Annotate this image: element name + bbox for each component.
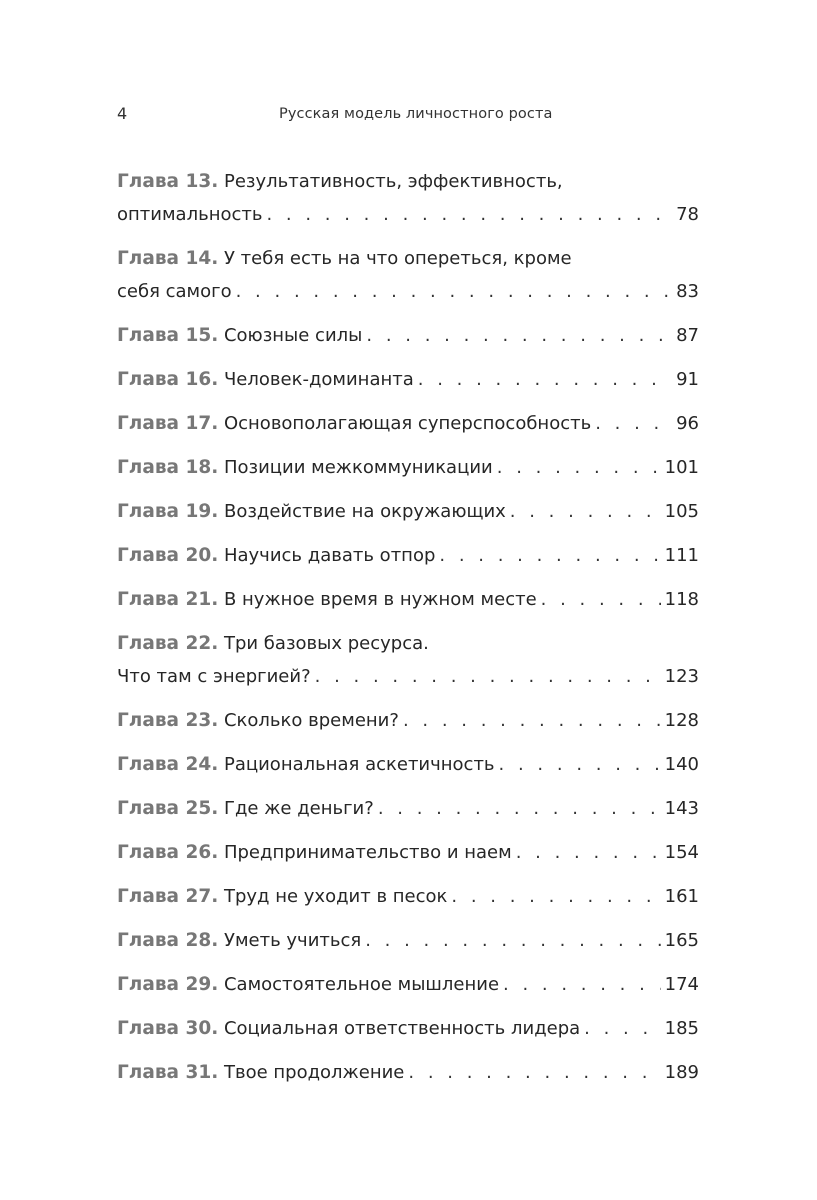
chapter-label: Глава 25.	[117, 798, 219, 819]
chapter-title	[117, 198, 262, 231]
running-title: Русская модель личностного роста	[279, 106, 553, 122]
toc-entry-row	[117, 880, 699, 913]
toc-entry[interactable]	[117, 242, 699, 308]
chapter-title	[117, 407, 591, 440]
chapter-label: Глава 27.	[117, 886, 219, 907]
toc-entry[interactable]	[117, 319, 699, 352]
chapter-label: Глава 15.	[117, 325, 219, 346]
dot-leader	[584, 1012, 660, 1045]
page-ref: 123	[664, 666, 699, 687]
chapter-title	[117, 363, 414, 396]
chapter-title-part: У тебя есть на что опереться, кроме	[223, 248, 572, 269]
dot-leader	[266, 198, 672, 231]
toc-entry-row	[117, 451, 699, 484]
chapter-label: Глава 21.	[117, 589, 219, 610]
entry-spacer	[117, 825, 699, 836]
chapter-label: Глава 17.	[117, 413, 219, 434]
dot-leader	[439, 539, 660, 572]
chapter-label: Глава 18.	[117, 457, 219, 478]
dot-leader	[315, 660, 661, 693]
toc-entry[interactable]	[117, 627, 699, 693]
entry-spacer	[117, 913, 699, 924]
chapter-title	[117, 792, 374, 825]
chapter-label: Глава 16.	[117, 369, 219, 390]
chapter-title-text: Основополагающая суперспособность	[223, 413, 592, 434]
chapter-title-text: Твое продолжение	[223, 1062, 405, 1083]
toc-entry[interactable]	[117, 924, 699, 957]
chapter-label: Глава 20.	[117, 545, 219, 566]
chapter-title-text: Человек-доминанта	[223, 369, 414, 390]
dot-leader	[378, 792, 661, 825]
toc-entry[interactable]	[117, 704, 699, 737]
chapter-title-text: Самостоятельное мышление	[223, 974, 500, 995]
toc-entry[interactable]	[117, 836, 699, 869]
page-number: 4	[117, 104, 128, 123]
toc-entry-row	[117, 836, 699, 869]
entry-spacer	[117, 440, 699, 451]
dot-leader	[418, 363, 672, 396]
page-ref: 105	[664, 501, 699, 522]
toc-entry-row	[117, 748, 699, 781]
entry-spacer	[117, 616, 699, 627]
toc-entry[interactable]	[117, 495, 699, 528]
entry-spacer	[117, 572, 699, 583]
chapter-title-part: Результативность, эффективность,	[223, 171, 563, 192]
page-ref: 143	[664, 798, 699, 819]
entry-spacer	[117, 737, 699, 748]
chapter-title	[117, 660, 311, 693]
chapter-title	[117, 748, 495, 781]
entry-spacer	[117, 1001, 699, 1012]
entry-spacer	[117, 528, 699, 539]
chapter-title-text: Позиции межкоммуникации	[223, 457, 493, 478]
page-ref: 91	[676, 369, 699, 390]
chapter-title-text: Предпринимательство и наем	[223, 842, 512, 863]
page-ref: 111	[664, 545, 699, 566]
page-ref: 87	[676, 325, 699, 346]
dot-leader	[516, 836, 661, 869]
page-ref: 78	[676, 204, 699, 225]
chapter-label: Глава 19.	[117, 501, 219, 522]
chapter-title-text: В нужное время в нужном месте	[223, 589, 537, 610]
entry-spacer	[117, 308, 699, 319]
page-ref: 118	[664, 589, 699, 610]
toc-entry-row	[117, 407, 699, 440]
chapter-label: Глава 23.	[117, 710, 219, 731]
entry-spacer	[117, 484, 699, 495]
toc-entry[interactable]	[117, 792, 699, 825]
toc-entry-row	[117, 539, 699, 572]
chapter-title	[117, 968, 499, 1001]
page-ref: 185	[664, 1018, 699, 1039]
page-ref: 101	[664, 457, 699, 478]
dot-leader	[408, 1056, 660, 1089]
page-ref: 174	[664, 974, 699, 995]
toc-entry-row	[117, 319, 699, 352]
chapter-title-text: Что там с энергией?	[117, 666, 311, 687]
toc-entry-row	[117, 275, 699, 308]
chapter-title	[117, 583, 537, 616]
toc-entry[interactable]	[117, 1056, 699, 1089]
toc-entry-first-line	[117, 165, 699, 198]
dot-leader	[541, 583, 661, 616]
toc-entry-first-line	[117, 627, 699, 660]
entry-spacer	[117, 957, 699, 968]
chapter-label: Глава 22.	[117, 633, 219, 654]
toc-entry[interactable]	[117, 748, 699, 781]
dot-leader	[365, 924, 660, 957]
chapter-title-text: Сколько времени?	[223, 710, 399, 731]
chapter-title	[117, 275, 232, 308]
dot-leader	[503, 968, 661, 1001]
chapter-title	[117, 836, 512, 869]
entry-spacer	[117, 869, 699, 880]
toc-entry[interactable]	[117, 451, 699, 484]
page-header	[117, 104, 697, 130]
dot-leader	[403, 704, 661, 737]
chapter-title	[117, 495, 506, 528]
page-ref: 128	[664, 710, 699, 731]
dot-leader	[366, 319, 672, 352]
chapter-title-text: себя самого	[117, 281, 232, 302]
toc-entry-row	[117, 198, 699, 231]
toc-entry-first-line	[117, 242, 699, 275]
toc-entry[interactable]	[117, 539, 699, 572]
chapter-title-part: Три базовых ресурса.	[223, 633, 429, 654]
chapter-title-text: Научись давать отпор	[223, 545, 436, 566]
table-of-contents	[117, 165, 699, 1089]
toc-entry-row	[117, 792, 699, 825]
toc-entry[interactable]	[117, 968, 699, 1001]
dot-leader	[236, 275, 672, 308]
chapter-title	[117, 880, 447, 913]
toc-entry-row	[117, 495, 699, 528]
page-ref: 83	[676, 281, 699, 302]
chapter-title-text: Союзные силы	[223, 325, 363, 346]
chapter-title-text: Рациональная аскетичность	[223, 754, 495, 775]
chapter-label: Глава 28.	[117, 930, 219, 951]
chapter-title-text: Труд не уходит в песок	[223, 886, 448, 907]
dot-leader	[451, 880, 660, 913]
chapter-title	[117, 1056, 404, 1089]
chapter-title	[117, 924, 361, 957]
chapter-label: Глава 26.	[117, 842, 219, 863]
chapter-title	[117, 319, 362, 352]
toc-entry-row	[117, 1012, 699, 1045]
chapter-label: Глава 31.	[117, 1062, 219, 1083]
toc-entry[interactable]	[117, 165, 699, 231]
chapter-label: Глава 30.	[117, 1018, 219, 1039]
chapter-label: Глава 14.	[117, 248, 219, 269]
chapter-title	[117, 704, 399, 737]
chapter-title-text: Воздействие на окружающих	[223, 501, 506, 522]
toc-entry-row	[117, 704, 699, 737]
toc-entry[interactable]	[117, 880, 699, 913]
page-ref: 165	[664, 930, 699, 951]
entry-spacer	[117, 352, 699, 363]
toc-entry-row	[117, 968, 699, 1001]
page-ref: 154	[664, 842, 699, 863]
toc-entry[interactable]	[117, 363, 699, 396]
chapter-title-text: Где же деньги?	[223, 798, 374, 819]
chapter-title-text: Социальная ответственность лидера	[223, 1018, 581, 1039]
toc-entry-row	[117, 924, 699, 957]
chapter-title	[117, 1012, 580, 1045]
chapter-label: Глава 29.	[117, 974, 219, 995]
entry-spacer	[117, 396, 699, 407]
toc-entry-row	[117, 660, 699, 693]
toc-entry-row	[117, 1056, 699, 1089]
toc-entry-row	[117, 363, 699, 396]
entry-spacer	[117, 231, 699, 242]
page-ref: 96	[676, 413, 699, 434]
page-ref: 140	[664, 754, 699, 775]
toc-entry[interactable]	[117, 583, 699, 616]
dot-leader	[499, 748, 661, 781]
dot-leader	[595, 407, 672, 440]
entry-spacer	[117, 693, 699, 704]
toc-entry[interactable]	[117, 1012, 699, 1045]
entry-spacer	[117, 1045, 699, 1056]
chapter-title	[117, 451, 493, 484]
chapter-label: Глава 13.	[117, 171, 219, 192]
dot-leader	[497, 451, 661, 484]
dot-leader	[510, 495, 661, 528]
toc-entry[interactable]	[117, 407, 699, 440]
chapter-title	[117, 539, 435, 572]
chapter-title-text: Уметь учиться	[223, 930, 362, 951]
page-ref: 161	[664, 886, 699, 907]
page-ref: 189	[664, 1062, 699, 1083]
chapter-title-text: оптимальность	[117, 204, 263, 225]
entry-spacer	[117, 781, 699, 792]
chapter-label: Глава 24.	[117, 754, 219, 775]
toc-entry-row	[117, 583, 699, 616]
